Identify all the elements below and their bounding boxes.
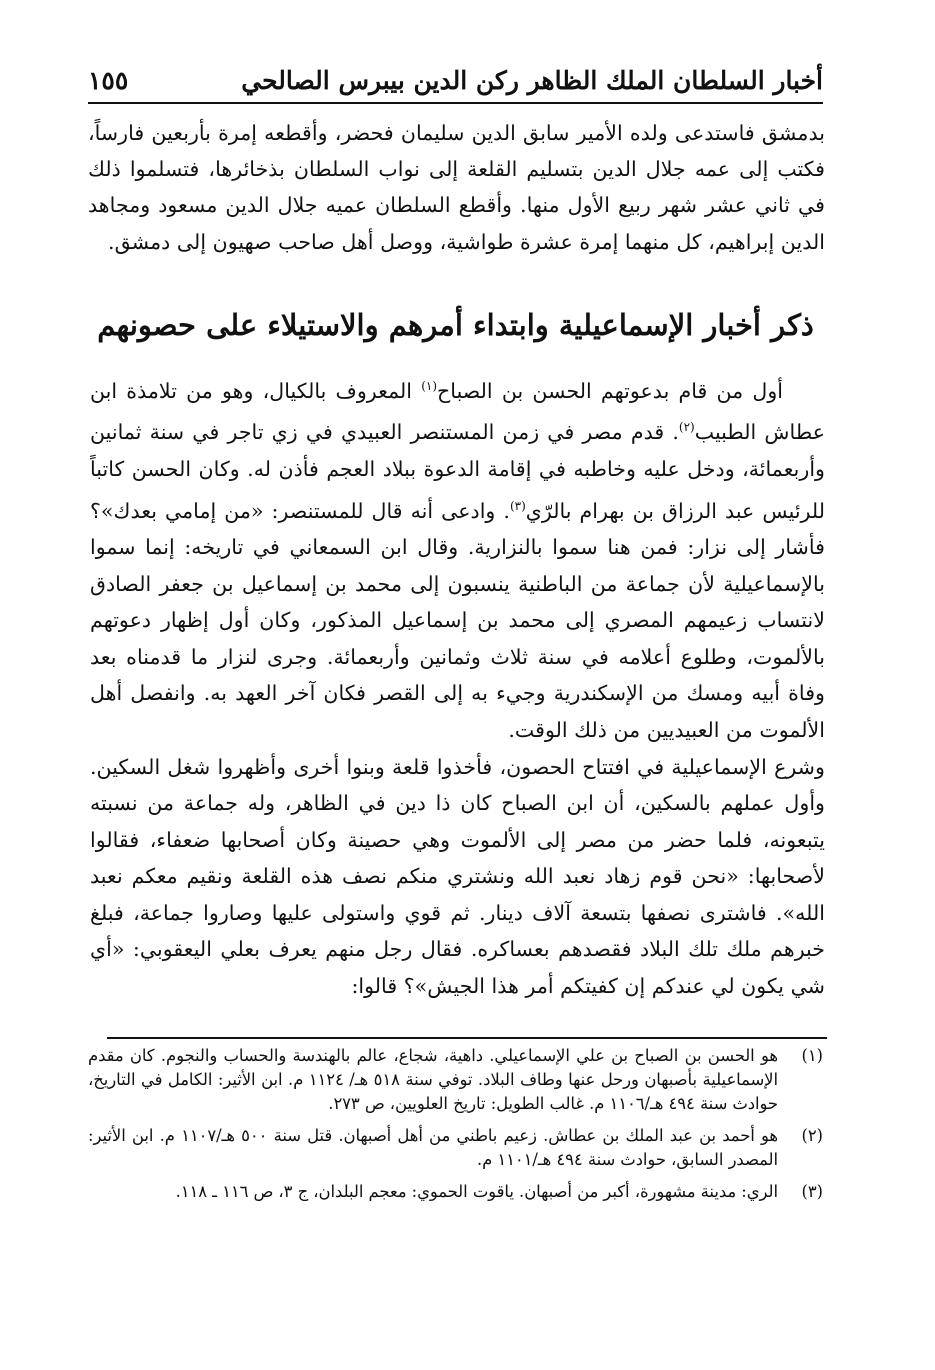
footnote-ref-2[interactable]: (٢) (678, 420, 695, 435)
footnote-text: هو الحسن بن الصباح بن علي الإسماعيلي. داهية، شجاع، عالم بالهندسة والحساب والنجوم. كان مقدم الإسماعيلية بأصبهان ورحل عنها وطاف البلاد. توفي سنة ٥١٨ هـ/ ١١٢٤ م. ابن الأثير: الكامل في التاريخ، حوادث سنة ٤٩٤ هـ/١١٠٦ م. غالب الطويل: تاريخ العلويين، ص ٢٧٣. (88, 1046, 778, 1113)
footnote (88, 1044, 823, 1116)
footnote (88, 1180, 823, 1204)
text-run: أول من قام بدعوتهم الحسن بن الصباح (437, 378, 784, 403)
footnote-number: (٢) (801, 1126, 823, 1145)
footnote-text: الري: مدينة مشهورة، أكبر من أصبهان. ياقوت الحموي: معجم البلدان، ج ٣، ص ١١٦ ـ ١١٨. (175, 1182, 778, 1201)
text-run: . وادعى أنه قال للمستنصر: «من إمامي بعدك»؟ فأشار إلى نزار: فمن هنا سموا بالنزارية. وقال ابن السمعاني في تاريخه: إنما سموا بالإسماعيلية لأن جماعة من الباطنية ينسبون إلى محمد بن إسماعيل بن جعفر الصادق لانتساب زعيمهم المصري إلى محمد بن إسماعيل المذكور، وكان أول إظهار دعوتهم بالألموت، وطلوع أعلامه في سنة ثلاث وثمانين وأربعمائة. وجرى لنزار ما قدمناه بعد وفاة أبيه ومسك من الإسكندرية وجيء به إلى القصر فكان آخر العهد به. وانفصل أهل الألموت من العبيديين من ذلك الوقت. (90, 498, 825, 742)
page-header (88, 62, 823, 104)
footnote-divider (107, 1037, 827, 1039)
footnotes (88, 1044, 823, 1212)
footnote-number: (١) (801, 1046, 823, 1065)
intro-paragraph: بدمشق فاستدعى ولده الأمير سابق الدين سليمان فحضر، وأقطعه إمرة بأربعين فارساً، فكتب إلى عمه جلال الدين بتسليم القلعة إلى نواب السلطان بذخائرها، فتسلموا ذلك في ثاني عشر شهر ربيع الأول منها. وأقطع السلطان عميه جلال الدين مسعود ومجاهد الدين إبراهيم، كل منهما إمرة عشرة طواشية، ووصل أهل صاحب صهيون إلى دمشق. (88, 121, 825, 254)
section-paragraph-2: وشرع الإسماعيلية في افتتاح الحصون، فأخذوا قلعة وبنوا أخرى وأظهروا شغل السكين. وأول عملهم بالسكين، أن ابن الصباح كان ذا دين في الظاهر، وله جماعة من نسبته يتبعونه، فلما حضر من مصر إلى الألموت وهي حصينة وكان أصحابها ضعفاء، فقالوا لأصحابها: «نحن قوم زهاد نعبد الله ونشتري منكم نصف هذه القلعة ونقيم معكم نعبد الله». فاشترى نصفها بتسعة آلاف دينار. ثم قوي واستولى عليها وصاروا جماعة، فبلغ خبرهم ملك تلك البلاد فقصدهم بعساكره. فقال رجل منهم يعرف بعلي اليعقوبي: «أي شي يكون لي عندكم إن كفيتكم أمر هذا الجيش»؟ قالوا: (90, 754, 825, 999)
text-run: . قدم مصر في زمن المستنصر العبيدي في زي تاجر في سنة ثمانين وأربعمائة، ودخل عليه وخاطبه في إقامة الدعوة ببلاد العجم فأذن له. وكان الحسن كاتباً للرئيس عبد الرزاق بن بهرام بالرّي (90, 420, 826, 523)
footnote-number: (٣) (801, 1182, 823, 1201)
section-paragraph-1 (90, 368, 825, 749)
footnote (88, 1124, 823, 1172)
running-title: أخبار السلطان الملك الظاهر ركن الدين بيبرس الصالحي (241, 66, 823, 95)
footnote-text: هو أحمد بن عبد الملك بن عطاش. زعيم باطني من أهل أصبهان. قتل سنة ٥٠٠ هـ/١١٠٧ م. ابن الأثير: المصدر السابق، حوادث سنة ٤٩٤ هـ/١١٠١ م. (88, 1126, 779, 1169)
section-body (90, 368, 825, 1005)
footnote-ref-1[interactable]: (١) (421, 379, 438, 393)
text-run: المعروف بالكيال، وهو من تلامذة ابن عطاش الطبيب (90, 378, 826, 445)
footnote-ref-3[interactable]: (٣) (509, 498, 526, 513)
page-number: ١٥٥ (88, 66, 129, 95)
section-heading: ذكر أخبار الإسماعيلية وابتداء أمرهم والاستيلاء على حصونهم (97, 308, 814, 342)
intro-paragraph-block (88, 115, 825, 260)
